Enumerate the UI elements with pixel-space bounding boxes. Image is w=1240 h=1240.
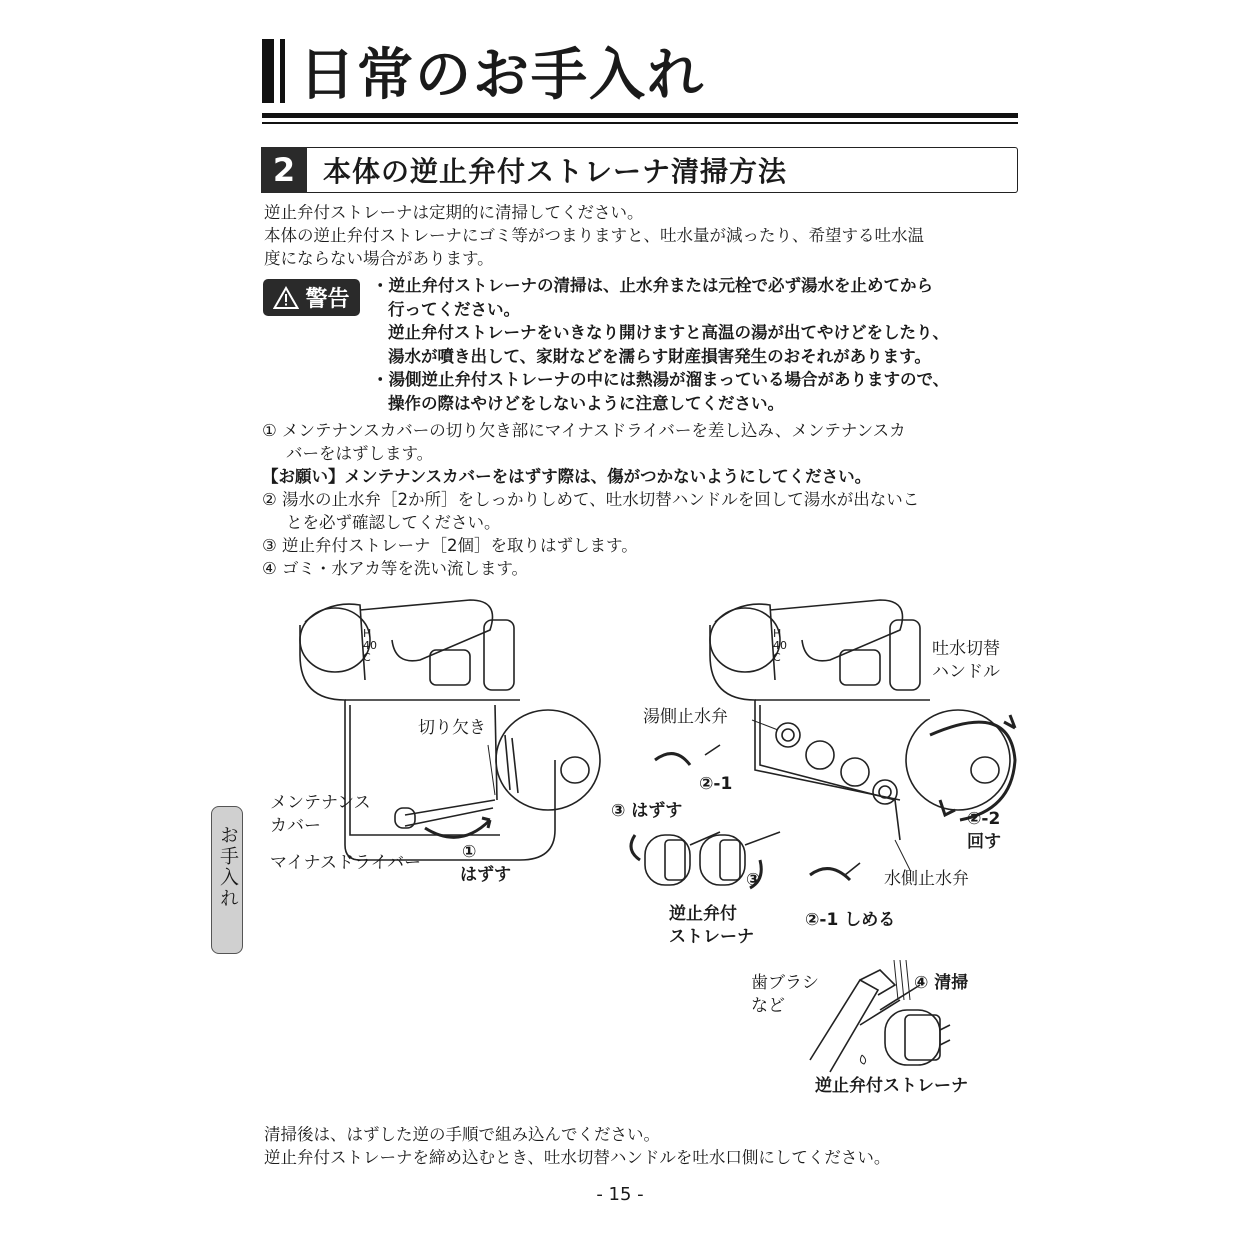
section-title: 本体の逆止弁付ストレーナ清掃方法 bbox=[323, 155, 788, 188]
label-turn bbox=[967, 808, 1001, 854]
label-line: メンテナンス bbox=[270, 793, 371, 813]
step-1-cont: バーをはずします。 bbox=[286, 444, 434, 463]
page-title-text: 日常のお手入れ bbox=[299, 43, 705, 108]
strainer-clean-drawing bbox=[885, 1010, 950, 1065]
section-number: 2 bbox=[261, 147, 307, 193]
label-maintenance-cover bbox=[270, 792, 371, 838]
label-remove-3: ③ はずす bbox=[611, 801, 683, 821]
label-line: ストレーナ bbox=[669, 927, 754, 947]
label-line: カバー bbox=[270, 816, 321, 836]
page-number: - 15 - bbox=[596, 1184, 644, 1205]
step-3: ③ 逆止弁付ストレーナ［2個］を取りはずします。 bbox=[262, 536, 638, 555]
intro-line: 本体の逆止弁付ストレーナにゴミ等がつまりますと、吐水量が減ったり、希望する吐水温 bbox=[264, 226, 924, 245]
label-close: ②-1 しめる bbox=[805, 910, 896, 930]
label-line: 吐水切替 bbox=[932, 639, 1000, 659]
dial-marks-right bbox=[773, 628, 787, 664]
dial-marks-left bbox=[363, 628, 377, 664]
label-line: 逆止弁付 bbox=[669, 904, 737, 924]
dial-mark: C bbox=[773, 651, 781, 664]
label-remove-number: ① bbox=[462, 842, 477, 862]
warning-badge-label: 警告 bbox=[305, 287, 350, 312]
warning-line: ・湯側逆止弁付ストレーナの中には熱湯が溜まっている場合がありますので、 bbox=[372, 370, 950, 389]
request-note: 【お願い】メンテナンスカバーをはずす際は、傷がつかないようにしてください。 bbox=[262, 467, 872, 486]
label-hot-valve: 湯側止水弁 bbox=[643, 707, 728, 727]
intro-line: 逆止弁付ストレーナは定期的に清掃してください。 bbox=[264, 203, 644, 222]
dial-mark: 40 bbox=[773, 639, 787, 652]
dial-mark: C bbox=[363, 651, 371, 664]
dial-mark: H bbox=[773, 627, 782, 640]
outro-line: 逆止弁付ストレーナを締め込むとき、吐水切替ハンドルを吐水口側にしてください。 bbox=[264, 1148, 891, 1167]
label-notch: 切り欠き bbox=[418, 718, 486, 738]
dial-mark: 40 bbox=[363, 639, 377, 652]
warning-line: 逆止弁付ストレーナをいきなり開けますと高温の湯が出てやけどをしたり、 bbox=[388, 323, 949, 342]
warning-line: 操作の際はやけどをしないように注意してください。 bbox=[388, 393, 784, 413]
label-remove: はずす bbox=[460, 865, 511, 885]
label-line: 歯ブラシ bbox=[751, 973, 819, 993]
label-strainer bbox=[669, 903, 754, 949]
warning-line: ・逆止弁付ストレーナの清掃は、止水弁または元栓で必ず湯水を止めてから bbox=[372, 276, 933, 295]
outro-text bbox=[264, 1123, 890, 1169]
label-step-2-1: ②-1 bbox=[699, 774, 733, 794]
label-line: 回す bbox=[967, 832, 1001, 852]
label-strainer-clean: 逆止弁付ストレーナ bbox=[815, 1076, 968, 1096]
strainer-1-drawing bbox=[645, 832, 720, 885]
step-1: ① メンテナンスカバーの切り欠き部にマイナスドライバーを差し込み、メンテナンスカ bbox=[262, 421, 906, 440]
label-line: ハンドル bbox=[932, 662, 1000, 682]
label-line: ②-2 bbox=[967, 809, 1001, 829]
label-toothbrush bbox=[751, 972, 819, 1018]
warning-line: 行ってください。 bbox=[388, 299, 520, 319]
label-clean: ④ 清掃 bbox=[914, 973, 969, 993]
dial-mark: H bbox=[363, 627, 372, 640]
label-number-3: ③ bbox=[746, 870, 761, 890]
step-4: ④ ゴミ・水アカ等を洗い流します。 bbox=[262, 559, 529, 578]
step-2-cont: とを必ず確認してください。 bbox=[286, 513, 501, 532]
step-2: ② 湯水の止水弁［2か所］をしっかりしめて、吐水切替ハンドルを回して湯水が出ないこ bbox=[262, 490, 920, 509]
label-handle bbox=[932, 638, 1000, 684]
outro-line: 清掃後は、はずした逆の手順で組み込んでください。 bbox=[264, 1125, 660, 1144]
label-line: など bbox=[751, 996, 785, 1016]
intro-line: 度にならない場合があります。 bbox=[264, 249, 494, 268]
strainer-2-drawing bbox=[700, 832, 780, 885]
side-index-tab-label: お手入れ bbox=[217, 825, 239, 909]
label-driver: マイナスドライバー bbox=[270, 853, 422, 873]
warning-line: 湯水が噴き出して、家財などを濡らす財産損害発生のおそれがあります。 bbox=[388, 346, 931, 366]
label-cold-valve: 水側止水弁 bbox=[884, 869, 969, 889]
